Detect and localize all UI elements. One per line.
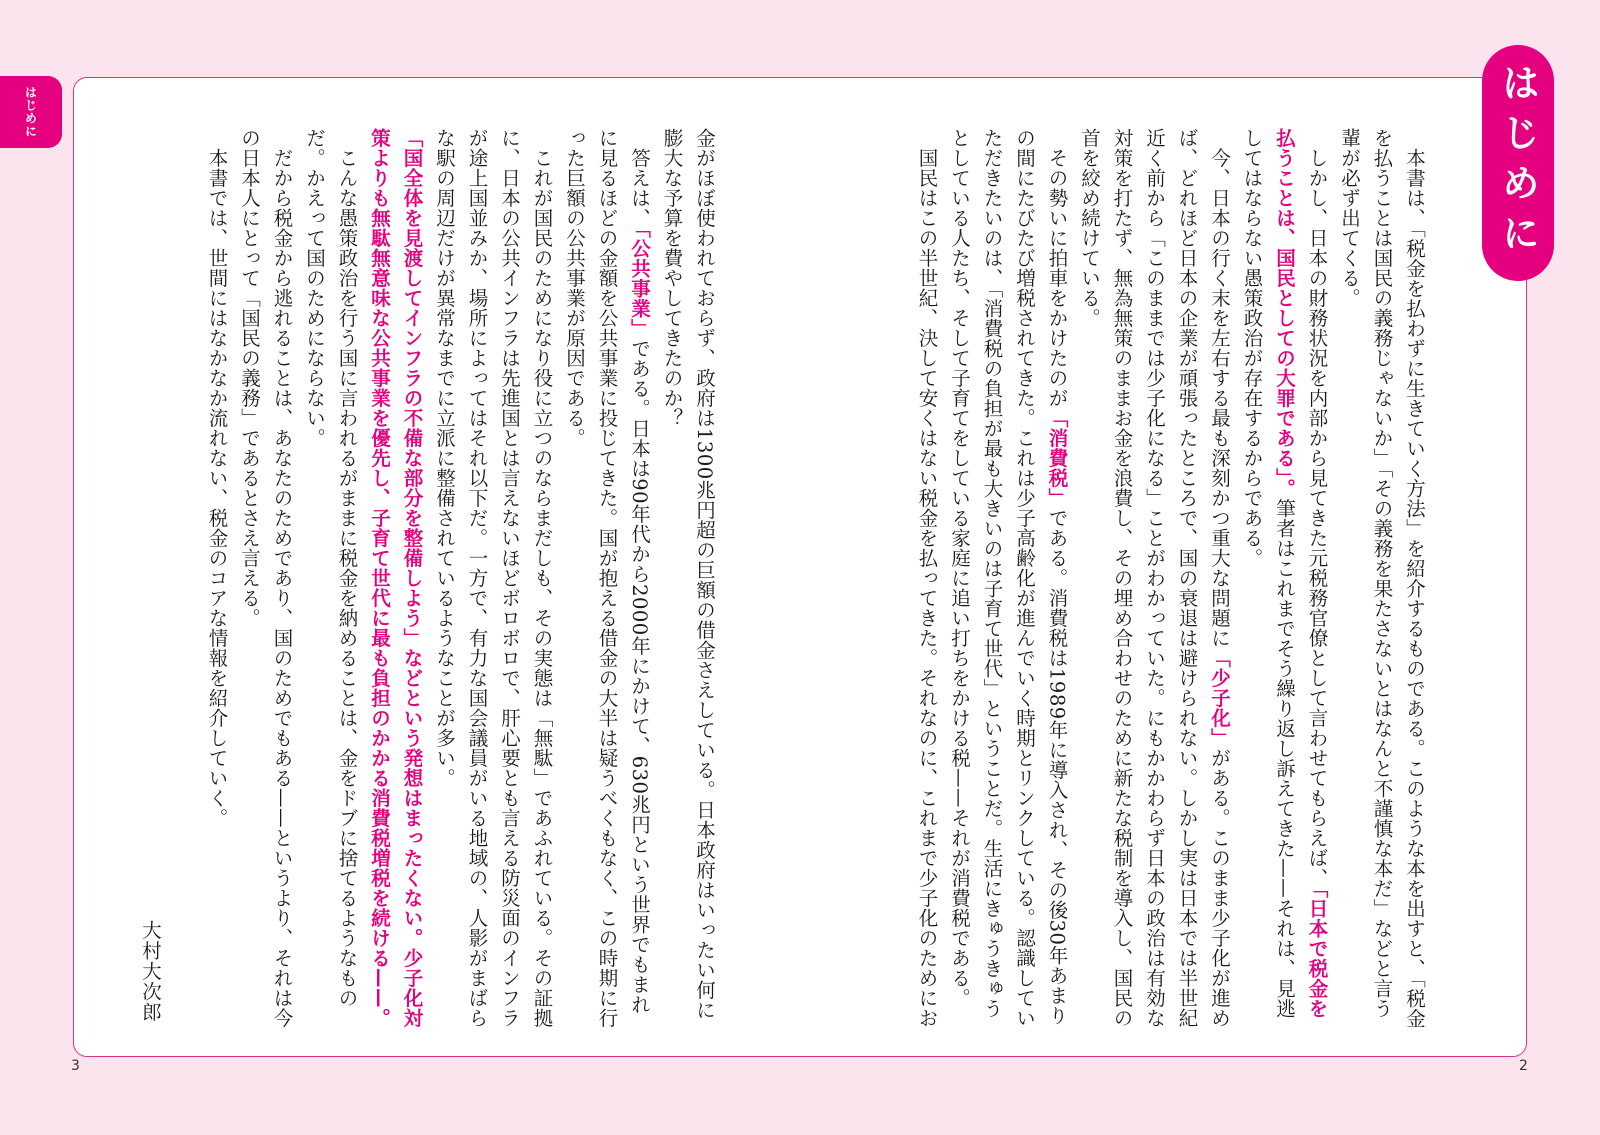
- text-span: しかし、日本の財務状況を内部から見てきた元税務官僚として言わせてもらえば、: [1305, 147, 1329, 888]
- text-span: である。日本は90年代から2000年にかけて、630兆円という世界でもまれに見るほどの金額を公共事業に投じてきた。国が抱える借金の大半は疑うべくもなく、この時期に行った巨額の公共事業が原因である。: [563, 128, 651, 1028]
- text-span: がある。このまま少子化が進めば、どれほど日本の企業が頑張ったところで、国の衰退は避けられない。しかし実は日本では半世紀近く前から「このままでは少子化になる」ことがわかっていた。にもかかわらず日本の政治は有効な対策を打たず、無為無策のままお金を浪費し、その埋め合わせのために新たな税制を導入し、国民の首を絞め続けている。: [1078, 128, 1231, 1028]
- highlight-text: 「国全体を見渡してインフラの不備な部分を整備しよう」などという発想はまったくない。少子化対策よりも無駄無意味な公共事業を優先し、子育て世代に最も負担のかかる消費税増税を続ける——。: [368, 128, 424, 1028]
- highlight-text: 「日本で税金を払うことは、国民としての大罪である」。: [1273, 128, 1329, 1018]
- paragraph: [428, 128, 558, 1028]
- chapter-title-badge: はじめに: [1482, 45, 1554, 281]
- author-signature: 大村大次郎: [139, 920, 162, 1023]
- paragraph: [910, 128, 943, 1028]
- text-span: その勢いに拍車をかけたのが: [1045, 147, 1069, 408]
- paragraph: [298, 128, 363, 1028]
- paragraph: [200, 128, 233, 1028]
- left-page-text: [160, 128, 720, 1028]
- paragraph: [233, 128, 298, 1028]
- highlight-text: 「消費税」: [1045, 407, 1069, 508]
- text-span: 金がほぼ使われておらず、政府は1300兆円超の巨額の借金さえしている。日本政府はいったい何に膨大な予算を費やしてきたのか？: [660, 128, 716, 1020]
- paragraph: [655, 128, 720, 1028]
- text-span: 国民はこの半世紀、決して安くはない税金を払ってきた。それなのに、これまで少子化のためにお: [915, 147, 939, 1028]
- page-number-left: 3: [71, 1058, 80, 1074]
- text-span: だから税金から逃れることは、あなたのためであり、国のためでもある——というより、それは今の日本人にとって「国民の義務」であるとさえ言える。: [238, 128, 294, 1028]
- paragraph: [1073, 128, 1236, 1028]
- page-number-right: 2: [1519, 1058, 1528, 1074]
- paragraph: [363, 128, 428, 1028]
- paragraph: [558, 128, 656, 1028]
- text-span: 今、日本の行く末を左右する最も深刻かつ重大な問題に: [1208, 147, 1231, 648]
- paragraph: [1333, 128, 1431, 1028]
- text-span: 本書では、世間にはなかなか流れない、税金のコアな情報を紹介していく。: [205, 147, 229, 828]
- text-span: こんな愚策政治を行う国に言われるがままに税金を納めることは、金をドブに捨てるようなものだ。かえって国のためにならない。: [303, 128, 359, 1008]
- text-span: これが国民のためになり役に立つのならまだしも、その実態は「無駄」であふれている。その証拠に、日本の公共インフラは先進国とは言えないほどボロボロで、肝心要とも言える防災面のインフラが途上国並みか、場所によってはそれ以下だ。一方で、有力な国会議員がいる地域の、人影がまばらな駅の周辺だけが異常なまでに立派に整備されているようなことが多い。: [433, 128, 554, 1028]
- text-span: 筆者はこれまでそう繰り返し訴えてきた——それは、見逃してはならない愚策政治が存在するからである。: [1240, 128, 1296, 1019]
- text-span: である。消費税は1989年に導入され、その後30年あまりの間にたびたび増税されてきた。これは少子高齢化が進んでいく時期とリンクしている。認識していただきたいのは、「消費税の負担が最も大きいのは子育て世代」ということだ。生活にきゅうきゅうとしている人たち、そして子育てをしている家庭に追い打ちをかける税——それが消費税である。: [948, 128, 1069, 1028]
- highlight-text: 「公共事業」: [628, 227, 651, 338]
- side-tab: はじめに: [0, 76, 62, 148]
- paragraph: [1235, 128, 1333, 1028]
- text-span: 本書は、「税金を払わずに生きていく方法」を紹介するものである。このような本を出すと、「税金を払うことは国民の義務じゃないか」「その義務を果たさないとはなんと不謹慎な本だ」などと言う輩が必ず出てくる。: [1338, 128, 1426, 1028]
- text-span: 答えは、: [628, 147, 651, 228]
- highlight-text: 「少子化」: [1208, 647, 1231, 748]
- paragraph: [943, 128, 1073, 1028]
- right-page-text: [870, 128, 1430, 1028]
